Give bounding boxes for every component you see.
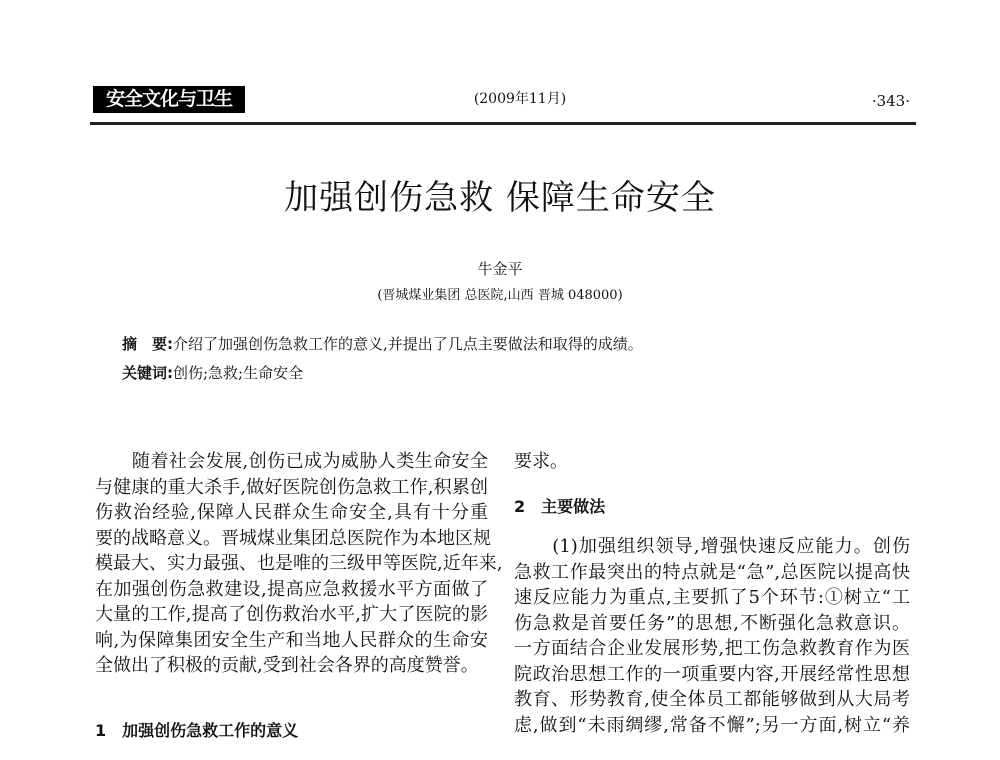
right-column <box>514 534 910 738</box>
body-line: 院政治思想工作的一项重要内容,开展经常性思想 <box>514 663 910 685</box>
body-line: 教育、形势教育,使全体员工都能够做到从大局考 <box>514 689 910 710</box>
keywords-text: 创伤;急救;生命安全 <box>173 364 304 382</box>
body-line: 急救工作最突出的特点就是“急”,总医院以提高快 <box>514 561 910 583</box>
body-line: 随着社会发展,创伤已成为威胁人类生命安全 <box>95 451 488 472</box>
body-line: 与健康的重大杀手,做好医院创伤急救工作,积累创 <box>95 476 488 498</box>
right-first-line <box>514 449 568 475</box>
body-line: (1)加强组织领导,增强快速反应能力。创伤 <box>514 536 910 557</box>
body-line: 速反应能力为重点,主要抓了5个环节:①树立“工 <box>514 587 910 608</box>
page-number: ·343· <box>871 92 910 110</box>
body-line: 全做出了积极的贡献,受到社会各界的高度赞誉。 <box>95 655 479 676</box>
keywords-label: 关键词: <box>122 364 173 382</box>
abstract-text: 介绍了加强创伤急救工作的意义,并提出了几点主要做法和取得的成绩。 <box>173 335 643 353</box>
keywords <box>122 362 303 383</box>
affiliation: (晋城煤业集团 总医院,山西 晋城 048000) <box>377 288 623 303</box>
body-line: 大量的工作,提高了创伤救治水平,扩大了医院的影 <box>95 604 488 625</box>
left-column <box>95 449 503 679</box>
section-heading-1: 1 加强创伤急救工作的意义 <box>95 721 299 740</box>
body-line: 虑,做到“未雨绸缪,常备不懈”;另一方面,树立“养 <box>514 714 910 736</box>
body-line: 响,为保障集团安全生产和当地人民群众的生命安 <box>95 629 488 651</box>
body-line: 在加强创伤急救建设,提高应急救援水平方面做了 <box>95 578 488 600</box>
header-rule <box>90 122 916 125</box>
issue-date: (2009年11月) <box>473 91 567 107</box>
abstract-label: 摘 要: <box>122 335 173 353</box>
body-line: 伤救治经验,保障人民群众生命安全,具有十分重 <box>95 502 488 523</box>
section-heading-2: 2 主要做法 <box>514 497 606 516</box>
body-line: 模最大、实力最强、也是唯的三级甲等医院,近年来, <box>95 553 503 574</box>
journal-logo: 安全文化与卫生 <box>93 86 245 113</box>
body-line: 伤急救是首要任务”的思想,不断强化急救意识。 <box>514 612 910 634</box>
article-title: 加强创伤急救 保障生命安全 <box>284 178 716 218</box>
author: 牛金平 <box>477 260 523 278</box>
body-line: 一方面结合企业发展形势,把工伤急救教育作为医 <box>514 638 910 659</box>
body-line: 要求。 <box>514 451 568 472</box>
abstract <box>122 333 643 354</box>
body-line: 要的战略意义。晋城煤业集团总医院作为本地区规 <box>95 527 491 549</box>
